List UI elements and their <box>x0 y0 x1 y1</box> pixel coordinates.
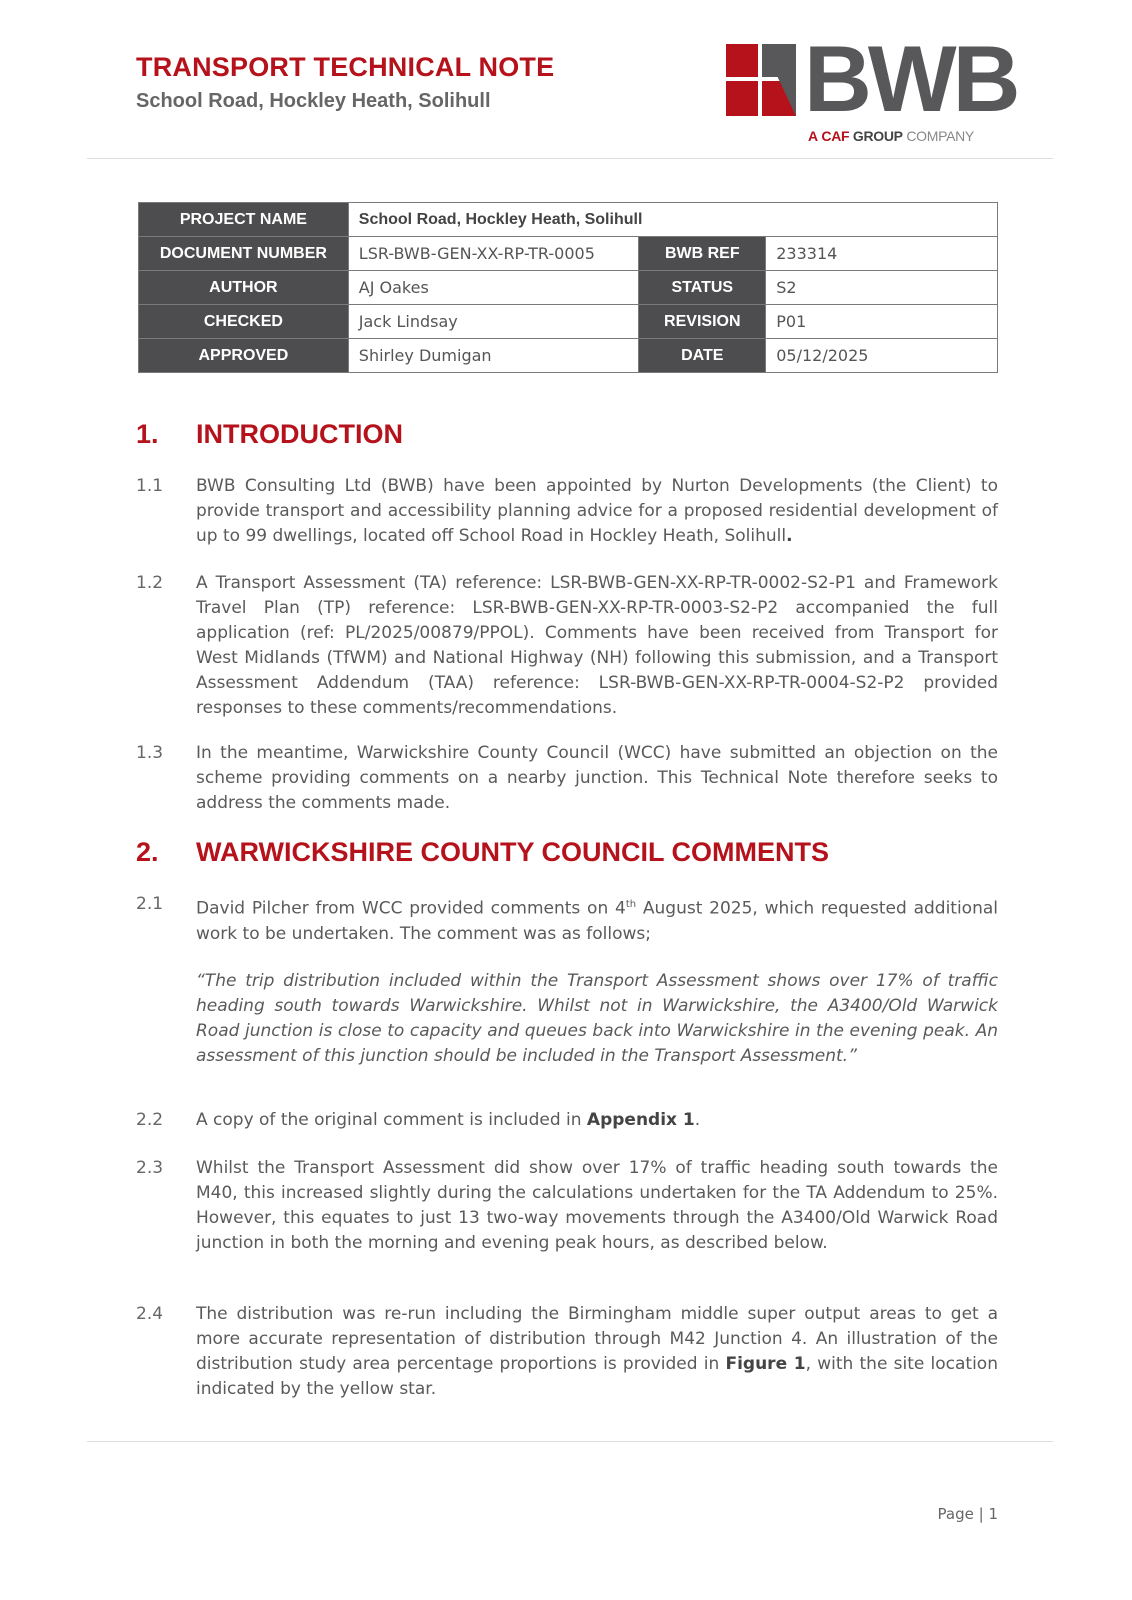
table-row <box>139 305 998 339</box>
figure-reference: Figure 1 <box>725 1354 806 1374</box>
section-number: 1. <box>136 419 159 449</box>
paragraph-number: 1.1 <box>136 476 164 496</box>
paragraph-text: A Transport Assessment (TA) reference: LSR-BWB-GEN-XX-RP-TR-0002-S2-P1 and Framework Travel Plan (TP) reference: LSR-BWB-GEN-XX-RP-TR-0003-S2-P2 accompanied the full application (ref: PL/2025/00879/PPOL). Comments have been received from Transport for West Midlands (TfWM) and National Highway (NH) following this submission, and a Transport Assessment Addendum (TAA) reference: LSR-BWB-GEN-XX-RP-TR-0004-S2-P2 provided responses to these comments/recommendations. <box>196 573 998 718</box>
date-label: DATE <box>639 339 766 373</box>
paragraph-number: 2.4 <box>136 1304 164 1324</box>
author-value: AJ Oakes <box>348 271 639 305</box>
approved-value: Shirley Dumigan <box>348 339 639 373</box>
table-row <box>139 203 998 237</box>
page-separator: | <box>978 1505 984 1523</box>
paragraph-number: 1.3 <box>136 743 164 763</box>
checked-value: Jack Lindsay <box>348 305 639 339</box>
bwb-logo <box>726 26 1017 146</box>
section-number: 2. <box>136 837 159 867</box>
paragraph-text: The distribution was re-run including the Birmingham middle super output areas to get a more accurate representation of distribution through M42 Junction 4. An illustration of the distribution study area percentage proportions is provided in Figure 1, with the site location indicated by the yellow star. <box>196 1304 998 1399</box>
footer-divider <box>87 1441 1053 1442</box>
table-row <box>139 237 998 271</box>
page-number: 1 <box>988 1505 998 1523</box>
page-label: Page <box>937 1505 974 1523</box>
paragraph-number: 2.1 <box>136 894 164 914</box>
checked-label: CHECKED <box>139 305 349 339</box>
logo-wordmark: BWB <box>804 26 1017 131</box>
status-value: S2 <box>766 271 998 305</box>
appendix-reference: Appendix 1 <box>586 1110 695 1130</box>
status-label: STATUS <box>639 271 766 305</box>
document-title: TRANSPORT TECHNICAL NOTE <box>136 52 555 82</box>
table-row <box>139 339 998 373</box>
logo-tagline: A CAF GROUP COMPANY <box>808 128 974 144</box>
paragraph-text: Whilst the Transport Assessment did show over 17% of traffic heading south towards the M40, this increased slightly during the calculations undertaken for the TA Addendum to 25%. However, this equates to just 13 two-way movements through the A3400/Old Warwick Road junction in both the morning and evening peak hours, as described below. <box>196 1158 998 1253</box>
project-name-label: PROJECT NAME <box>139 203 349 237</box>
paragraph-number: 2.3 <box>136 1158 164 1178</box>
document-number-label: DOCUMENT NUMBER <box>139 237 349 271</box>
paragraph-text: A copy of the original comment is included in Appendix 1. <box>196 1110 701 1130</box>
section-title: WARWICKSHIRE COUNTY COUNCIL COMMENTS <box>196 837 830 867</box>
bwb-ref-label: BWB REF <box>639 237 766 271</box>
document-number-value: LSR-BWB-GEN-XX-RP-TR-0005 <box>348 237 639 271</box>
page-footer <box>938 1505 999 1523</box>
paragraph-text: David Pilcher from WCC provided comments on 4th August 2025, which requested additional work to be undertaken. The comment was as follows; “The trip distribution included within the Transport Assessment shows over 17% of traffic heading south towards Warwickshire. Whilst not in Warwickshire, the A3400/Old Warwick Road junction is close to capacity and queues back into Warwickshire in the evening peak. An assessment of this junction should be included in the Transport Assessment.” <box>196 892 998 1069</box>
header-divider <box>87 158 1053 159</box>
bwb-ref-value: 233314 <box>766 237 998 271</box>
paragraph-text: BWB Consulting Ltd (BWB) have been appointed by Nurton Developments (the Client) to provide transport and accessibility planning advice for a proposed residential development of up to 99 dwellings, located off School Road in Hockley Heath, Solihull. <box>196 476 998 546</box>
approved-label: APPROVED <box>139 339 349 373</box>
author-label: AUTHOR <box>139 271 349 305</box>
bwb-logo-mark-icon <box>726 44 796 116</box>
section-title: INTRODUCTION <box>196 419 403 449</box>
quoted-comment: “The trip distribution included within the Transport Assessment shows over 17% of traffic heading south towards Warwickshire. Whilst not in Warwickshire, the A3400/Old Warwick Road junction is close to capacity and queues back into Warwickshire in the evening peak. An assessment of this junction should be included in the Transport Assessment.” <box>196 970 998 1066</box>
paragraph-number: 2.2 <box>136 1110 164 1130</box>
paragraph-number: 1.2 <box>136 573 164 593</box>
date-value: 05/12/2025 <box>766 339 998 373</box>
project-name-value: School Road, Hockley Heath, Solihull <box>348 203 997 237</box>
paragraph-text: In the meantime, Warwickshire County Council (WCC) have submitted an objection on the scheme providing comments on a nearby junction. This Technical Note therefore seeks to address the comments made. <box>196 743 998 813</box>
revision-label: REVISION <box>639 305 766 339</box>
revision-value: P01 <box>766 305 998 339</box>
table-row <box>139 271 998 305</box>
document-info-table <box>138 202 998 373</box>
document-subtitle: School Road, Hockley Heath, Solihull <box>136 90 491 112</box>
